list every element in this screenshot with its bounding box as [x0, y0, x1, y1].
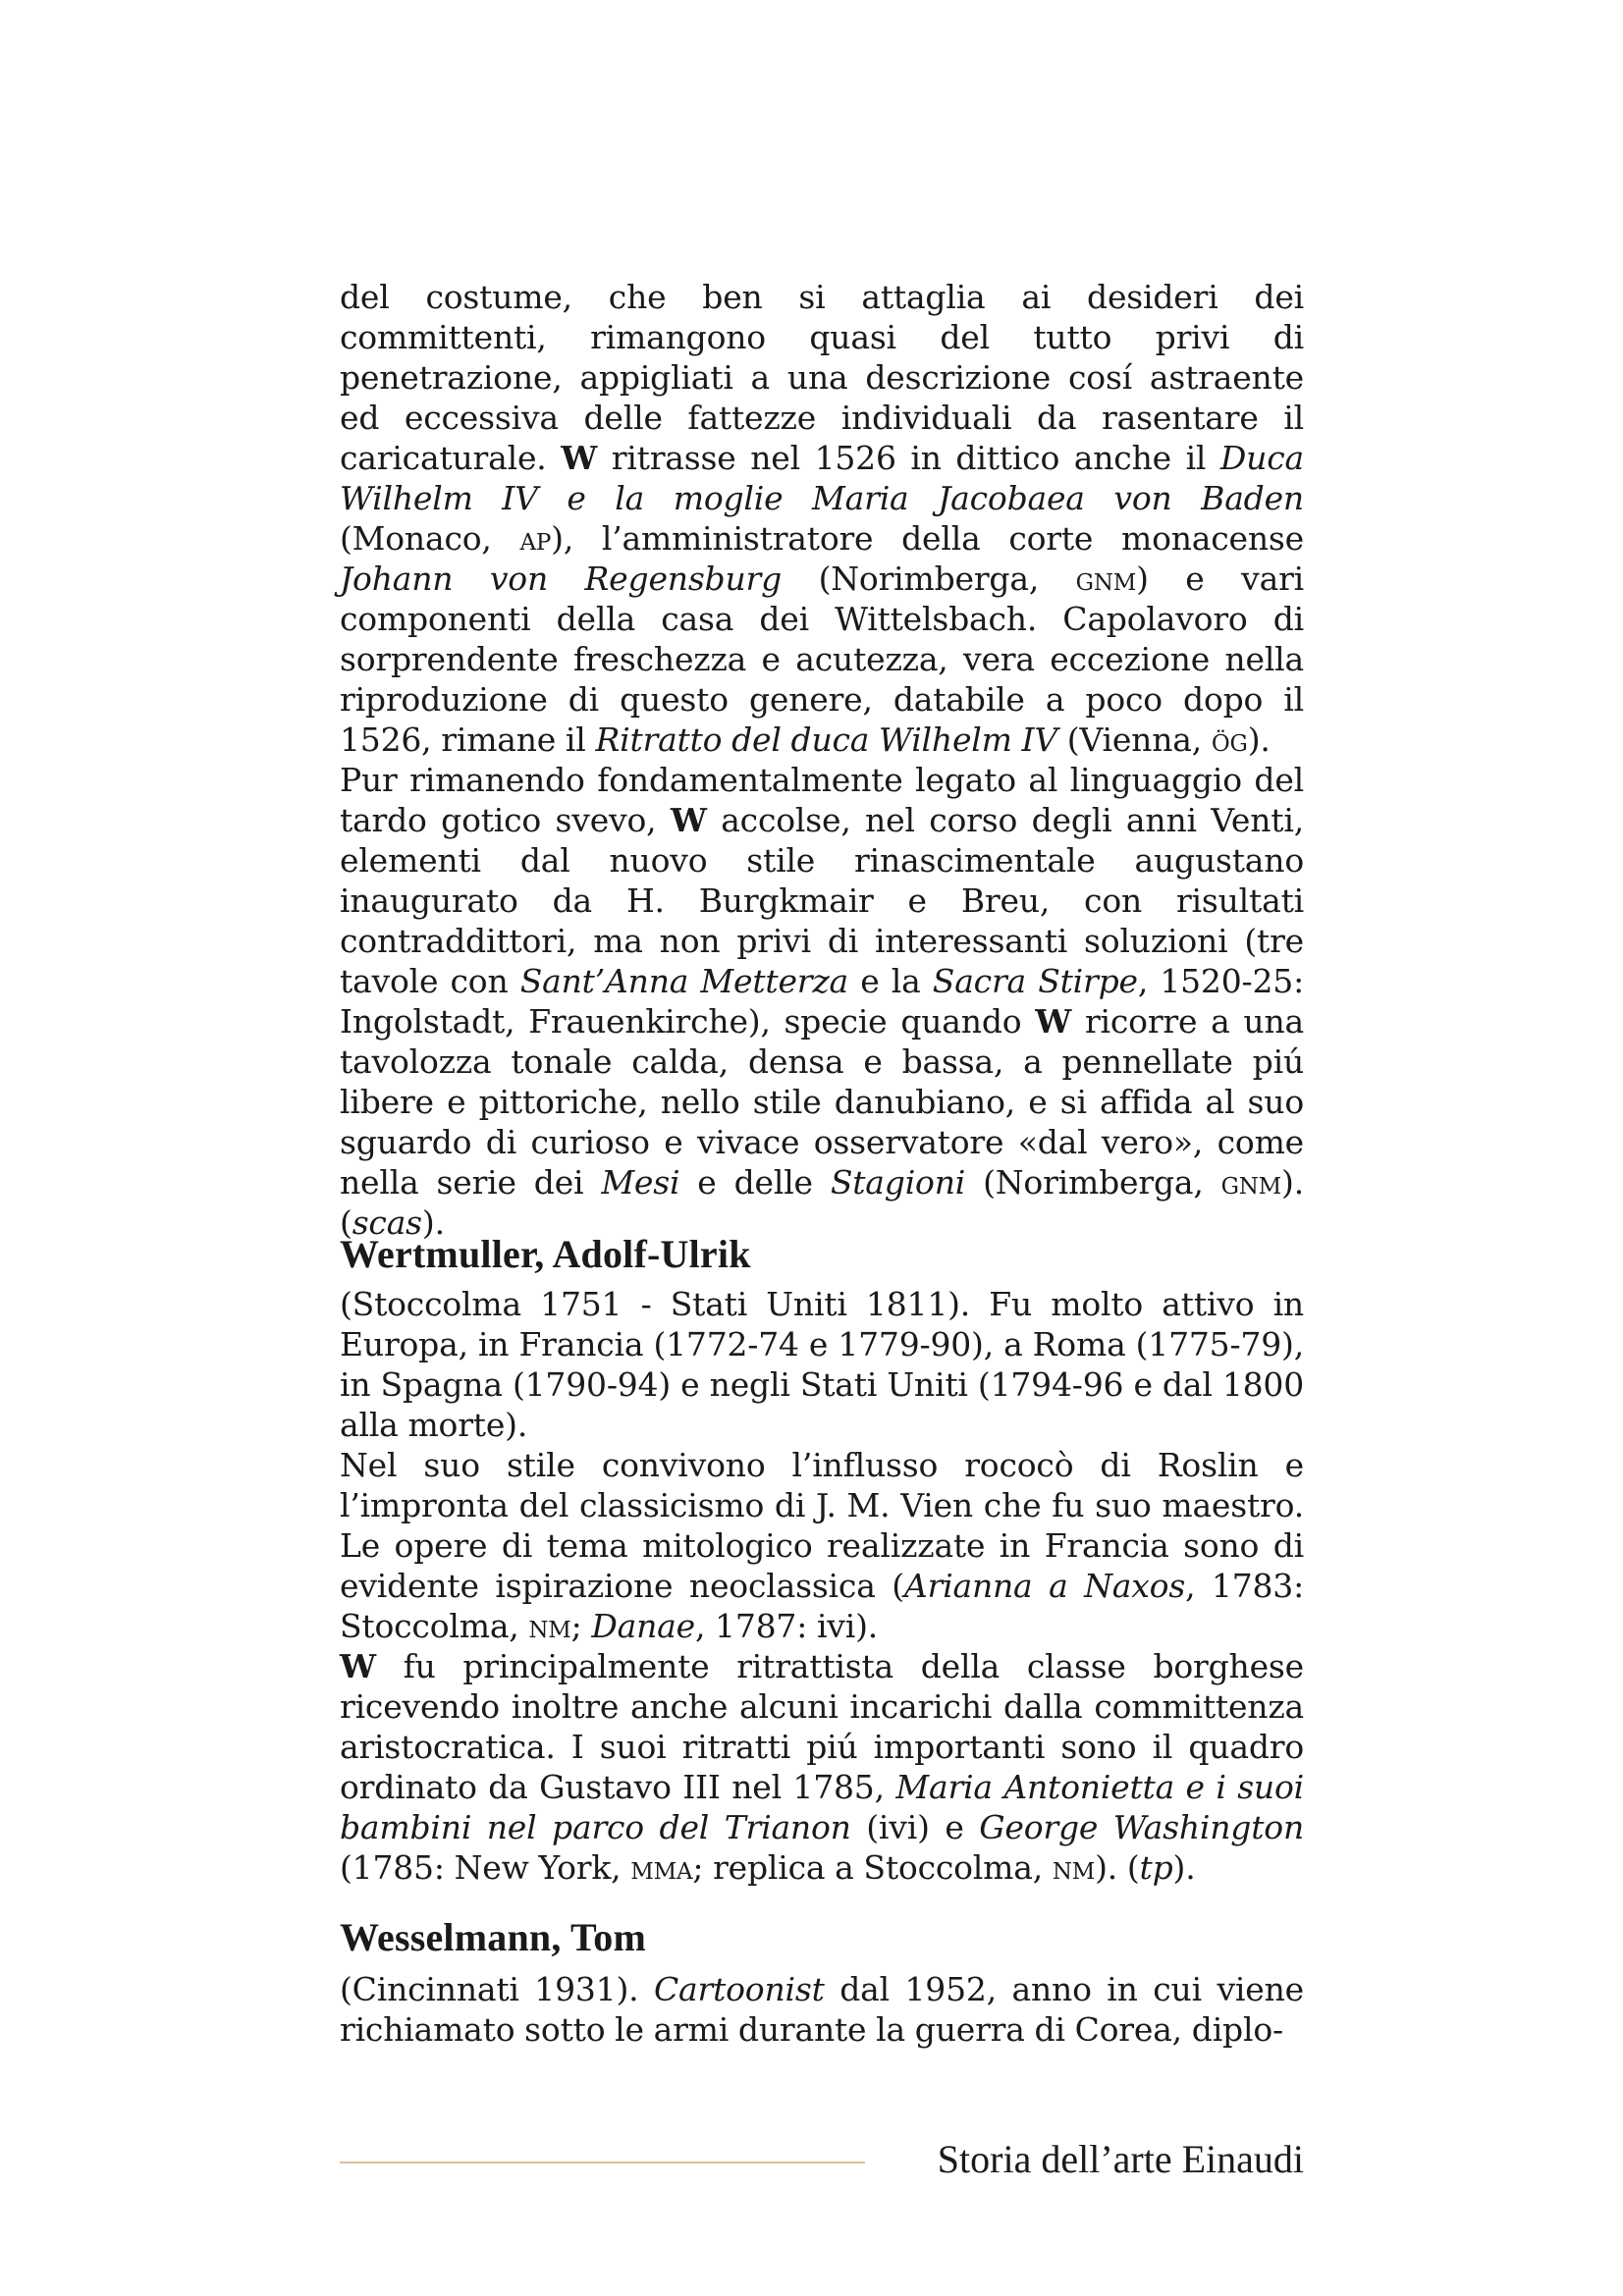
entry-heading-wertmuller: Wertmuller, Adolf-Ulrik — [340, 1232, 751, 1276]
text-run: accolse, nel corso degli anni Venti, elementi dal nuovo stile rinascimentale augustano inaugurato da H. Burgkmair e Breu, con risultati contraddittori, ma non privi di interessanti soluzioni (tre tavole con — [340, 801, 1304, 1000]
italic-text: Stagioni — [830, 1163, 966, 1201]
entry-abbrev: W — [1035, 1002, 1072, 1041]
collection-abbrev: gnm — [1220, 1163, 1282, 1201]
italic-text: Sant’Anna Metterza — [519, 962, 849, 1000]
text-run: ricorre a una tavolozza tonale calda, densa e bassa, a pennellate piú libere e pittoriche, nello stile danubiano, e si affida al suo sguardo di curioso e vivace osservatore «dal vero», come nella serie dei — [340, 1002, 1304, 1201]
italic-text: Sacra Stirpe — [932, 962, 1138, 1000]
italic-text: Cartoonist — [653, 1970, 825, 2008]
text-run: (Stoccolma 1751 - Stati Uniti 1811). Fu molto attivo in Europa, in Francia (1772-74 e 1779-90), a Roma (1775-79), in Spagna (1790-94) e negli Stati Uniti (1794-96 e dal 1800 alla morte). — [340, 1285, 1304, 1444]
paragraph — [340, 1646, 1304, 1888]
text-run: del costume, che ben si attaglia ai desideri dei committenti, rimangono quasi del tutto privi di penetrazione, appigliati a una descrizione cosí astraente ed eccessiva delle fattezze individuali da rasentare il caricaturale. — [340, 278, 1304, 477]
italic-text: tp — [1139, 1848, 1173, 1887]
entry-body-wertmuller — [340, 1284, 1304, 1888]
text-run: (Monaco, — [340, 519, 520, 558]
text-run: e delle — [679, 1163, 831, 1201]
italic-text: Danae — [591, 1607, 695, 1645]
collection-abbrev: ög — [1211, 721, 1248, 759]
text-run: dal 1952, anno in cui viene richiamato sotto le armi durante la guerra di Corea, diplo- — [340, 1970, 1304, 2049]
text-run: (1785: New York, — [340, 1848, 631, 1887]
collection-abbrev: nm — [528, 1607, 571, 1645]
text-run: fu principalmente ritrattista della classe borghese ricevendo inoltre anche alcuni incarichi dalla committenza aristocratica. I suoi ritratti piú importanti sono il quadro ordinato da Gustavo III nel 1785, — [340, 1647, 1304, 1806]
text-run: (Norimberga, — [782, 560, 1076, 598]
text-run: ritrasse nel 1526 in dittico anche il — [597, 439, 1220, 477]
entry-abbrev: W — [340, 1647, 376, 1685]
italic-text: Arianna a Naxos — [903, 1567, 1186, 1605]
paragraph — [340, 1969, 1304, 2050]
collection-abbrev: mma — [630, 1848, 693, 1887]
text-run: Nel suo stile convivono l’influsso rococò di Roslin e l’impronta del classicismo di J. M. Vien che fu suo maestro. Le opere di tema mitologico realizzate in Francia sono di evidente ispirazione neoclassica ( — [340, 1446, 1304, 1605]
text-run: , 1520-25: Ingolstadt, Frauenkirche), specie quando — [340, 962, 1304, 1041]
paragraph — [340, 760, 1304, 1243]
italic-text: George Washington — [979, 1808, 1304, 1846]
collection-abbrev: nm — [1052, 1848, 1096, 1887]
text-run: ). — [1172, 1848, 1196, 1887]
text-run: (ivi) e — [850, 1808, 980, 1846]
italic-text: Duca Wilhelm IV e la moglie Maria Jacobaea von Baden — [340, 439, 1304, 517]
text-run: ; replica a Stoccolma, — [692, 1848, 1053, 1887]
collection-abbrev: ap — [519, 519, 552, 558]
text-run: ). ( — [1095, 1848, 1140, 1887]
italic-text: Mesi — [601, 1163, 680, 1201]
text-run: ). — [1247, 721, 1271, 759]
text-run: e la — [848, 962, 933, 1000]
text-run: , 1787: ivi). — [694, 1607, 879, 1645]
italic-text: Maria Antonietta e i suoi bambini nel parco del Trianon — [340, 1768, 1304, 1846]
paragraph — [340, 277, 1304, 760]
paragraph — [340, 1284, 1304, 1445]
entry-abbrev: W — [670, 801, 707, 839]
italic-text: Johann von Regensburg — [340, 560, 783, 598]
entry-continuation — [340, 277, 1304, 1243]
text-run: , 1783: Stoccolma, — [340, 1567, 1305, 1645]
text-run: ). — [421, 1203, 445, 1242]
italic-text: scas — [352, 1203, 422, 1242]
text-run: ; — [570, 1607, 592, 1645]
entry-abbrev: W — [561, 439, 598, 477]
text-run: (Vienna, — [1056, 721, 1212, 759]
italic-text: Ritratto del duca Wilhelm IV — [595, 721, 1057, 759]
text-run: ). ( — [340, 1163, 1304, 1242]
entry-heading-wesselmann: Wesselmann, Tom — [340, 1915, 646, 1959]
footer-rule — [340, 2162, 865, 2163]
entry-body-wesselmann — [340, 1969, 1304, 2050]
text-run: ), l’amministratore della corte monacense — [551, 519, 1304, 558]
text-run: ) e vari componenti della casa dei Wittelsbach. Capolavoro di sorprendente freschezza e acutezza, vera eccezione nella riproduzione di questo genere, databile a poco dopo il 1526, rimane il — [340, 560, 1305, 759]
text-run: Pur rimanendo fondamentalmente legato al linguaggio del tardo gotico svevo, — [340, 761, 1304, 839]
paragraph — [340, 1445, 1304, 1646]
footer-title: Storia dell’arte Einaudi — [937, 2137, 1304, 2181]
collection-abbrev: gnm — [1075, 560, 1137, 598]
text-run: (Norimberga, — [965, 1163, 1221, 1201]
text-run: (Cincinnati 1931). — [340, 1970, 654, 2008]
